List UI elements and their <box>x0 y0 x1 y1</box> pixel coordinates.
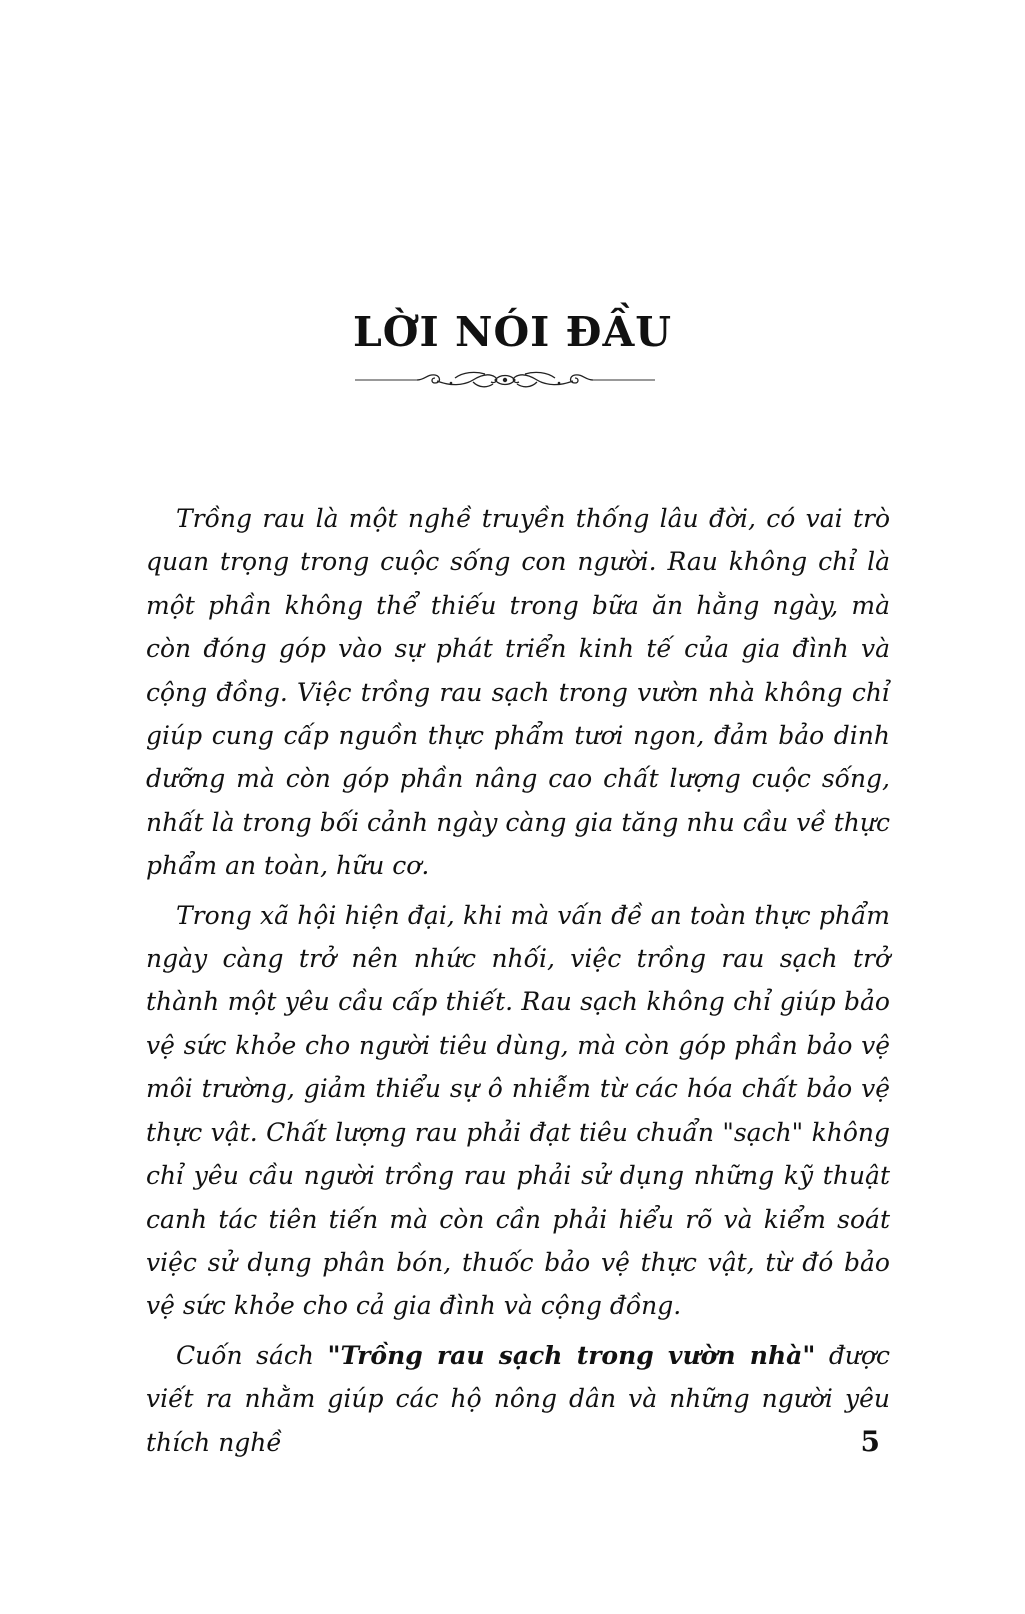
preface-body <box>146 497 890 1464</box>
paragraph-2: Trong xã hội hiện đại, khi mà vấn đề an toàn thực phẩm ngày càng trở nên nhức nhối, việc trồng rau sạch trở thành một yêu cầu cấp thiết. Rau sạch không chỉ giúp bảo vệ sức khỏe cho người tiêu dùng, mà còn góp phần bảo vệ môi trường, giảm thiểu sự ô nhiễm từ các hóa chất bảo vệ thực vật. Chất lượng rau phải đạt tiêu chuẩn "sạch" không chỉ yêu cầu người trồng rau phải sử dụng những kỹ thuật canh tác tiên tiến mà còn cần phải hiểu rõ và kiểm soát việc sử dụng phân bón, thuốc bảo vệ thực vật, từ đó bảo vệ sức khỏe cho cả gia đình và cộng đồng. <box>146 900 890 1321</box>
page-title: LỜI NÓI ĐẦU <box>352 308 673 356</box>
paragraph-3-lead: Cuốn sách <box>176 1340 328 1370</box>
book-title: "Trồng rau sạch trong vườn nhà" <box>327 1340 816 1370</box>
page-number: 5 <box>860 1425 880 1458</box>
paragraph-1: Trồng rau là một nghề truyền thống lâu đời, có vai trò quan trọng trong cuộc sống con người. Rau không chỉ là một phần không thể thiếu trong bữa ăn hằng ngày, mà còn đóng góp vào sự phát triển kinh tế của gia đình và cộng đồng. Việc trồng rau sạch trong vườn nhà không chỉ giúp cung cấp nguồn thực phẩm tươi ngon, đảm bảo dinh dưỡng mà còn góp phần nâng cao chất lượng cuộc sống, nhất là trong bối cảnh ngày càng gia tăng nhu cầu về thực phẩm an toàn, hữu cơ. <box>146 504 890 881</box>
paragraph-3-rest: được viết ra nhằm giúp các hộ nông dân và những người yêu thích nghề <box>146 1340 891 1457</box>
paragraph-3 <box>146 1334 890 1464</box>
decorative-flourish-icon <box>355 368 655 392</box>
